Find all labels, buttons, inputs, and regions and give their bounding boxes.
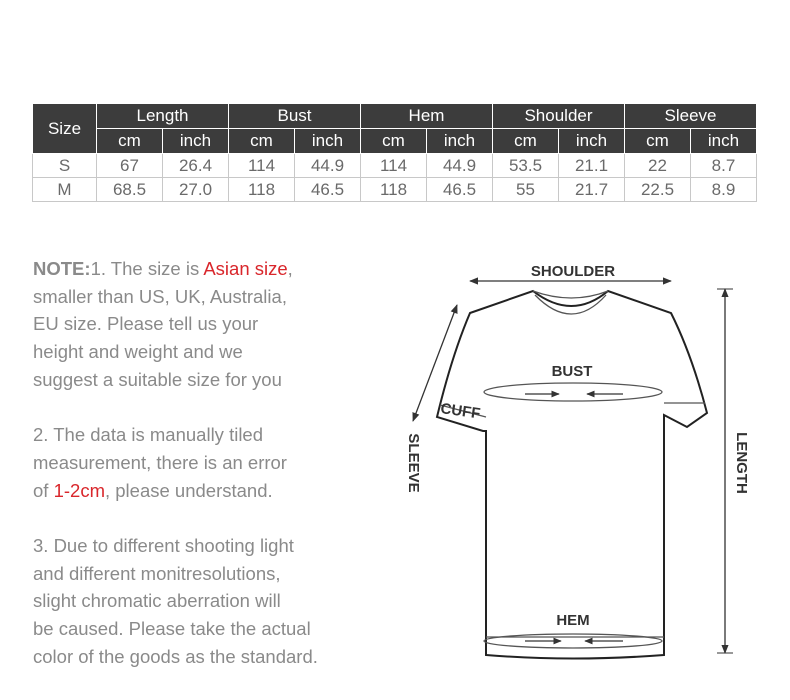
note-line: 2. The data is manually tiled: [33, 424, 264, 446]
label-cuff: CUFF: [439, 400, 482, 423]
unit-header: cm: [361, 129, 427, 154]
note-line: be caused. Please take the actual: [33, 618, 311, 640]
table-cell: 8.9: [691, 178, 757, 202]
label-shoulder: SHOULDER: [530, 263, 616, 280]
note-3: [33, 532, 393, 671]
table-cell: 67: [97, 154, 163, 178]
note-lead: NOTE:: [33, 258, 91, 279]
unit-header: cm: [625, 129, 691, 154]
note-line: slight chromatic aberration will: [33, 590, 281, 612]
table-cell: 46.5: [427, 178, 493, 202]
note-line: height and weight and we: [33, 341, 243, 363]
group-header-bust: Bust: [229, 104, 361, 129]
size-column-header: Size: [33, 104, 97, 154]
table-row: [33, 178, 757, 202]
table-row: [33, 154, 757, 178]
table-cell: 44.9: [427, 154, 493, 178]
unit-header: cm: [97, 129, 163, 154]
size-cell: S: [33, 154, 97, 178]
group-header-shoulder: Shoulder: [493, 104, 625, 129]
note-line: smaller than US, UK, Australia,: [33, 285, 287, 307]
table-cell: 22.5: [625, 178, 691, 202]
table-cell: 118: [361, 178, 427, 202]
note-line: measurement, there is an error: [33, 451, 287, 473]
group-header-hem: Hem: [361, 104, 493, 129]
table-cell: 8.7: [691, 154, 757, 178]
unit-header: cm: [229, 129, 295, 154]
table-cell: 114: [361, 154, 427, 178]
table-cell: 26.4: [163, 154, 229, 178]
unit-header: inch: [163, 129, 229, 154]
note-text: of: [33, 479, 54, 501]
table-cell: 114: [229, 154, 295, 178]
note-line: 3. Due to different shooting light: [33, 535, 294, 556]
label-sleeve: SLEEVE: [405, 433, 422, 493]
note-text: ,: [287, 258, 293, 279]
unit-header: inch: [427, 129, 493, 154]
table-cell: 68.5: [97, 178, 163, 202]
table-cell: 44.9: [295, 154, 361, 178]
unit-header: inch: [295, 129, 361, 154]
table-cell: 21.1: [559, 154, 625, 178]
group-header-length: Length: [97, 104, 229, 129]
note-line: suggest a suitable size for you: [33, 368, 282, 390]
size-notes: [33, 255, 393, 698]
tshirt-outline-icon: [437, 291, 707, 659]
note-line: color of the goods as the standard.: [33, 645, 318, 667]
note-line: and different monitresolutions,: [33, 562, 281, 584]
label-length: LENGTH: [733, 432, 750, 494]
table-cell: 53.5: [493, 154, 559, 178]
label-hem: HEM: [556, 612, 590, 629]
unit-header: inch: [691, 129, 757, 154]
table-cell: 46.5: [295, 178, 361, 202]
table-cell: 27.0: [163, 178, 229, 202]
size-cell: M: [33, 178, 97, 202]
table-cell: 21.7: [559, 178, 625, 202]
table-cell: 55: [493, 178, 559, 202]
unit-header: cm: [493, 129, 559, 154]
note-highlight: 1-2cm: [53, 479, 105, 501]
size-chart-table: [32, 103, 757, 202]
note-text: 1. The size is: [90, 258, 204, 279]
unit-header: inch: [559, 129, 625, 154]
note-text: , please understand.: [104, 479, 273, 501]
table-cell: 22: [625, 154, 691, 178]
note-2: [33, 421, 393, 504]
tshirt-measurement-diagram: [395, 255, 765, 675]
table-cell: 118: [229, 178, 295, 202]
label-bust: BUST: [551, 363, 593, 380]
group-header-sleeve: Sleeve: [625, 104, 757, 129]
note-1: [33, 255, 393, 394]
note-highlight: Asian size: [203, 258, 288, 279]
note-line: EU size. Please tell us your: [33, 313, 259, 335]
